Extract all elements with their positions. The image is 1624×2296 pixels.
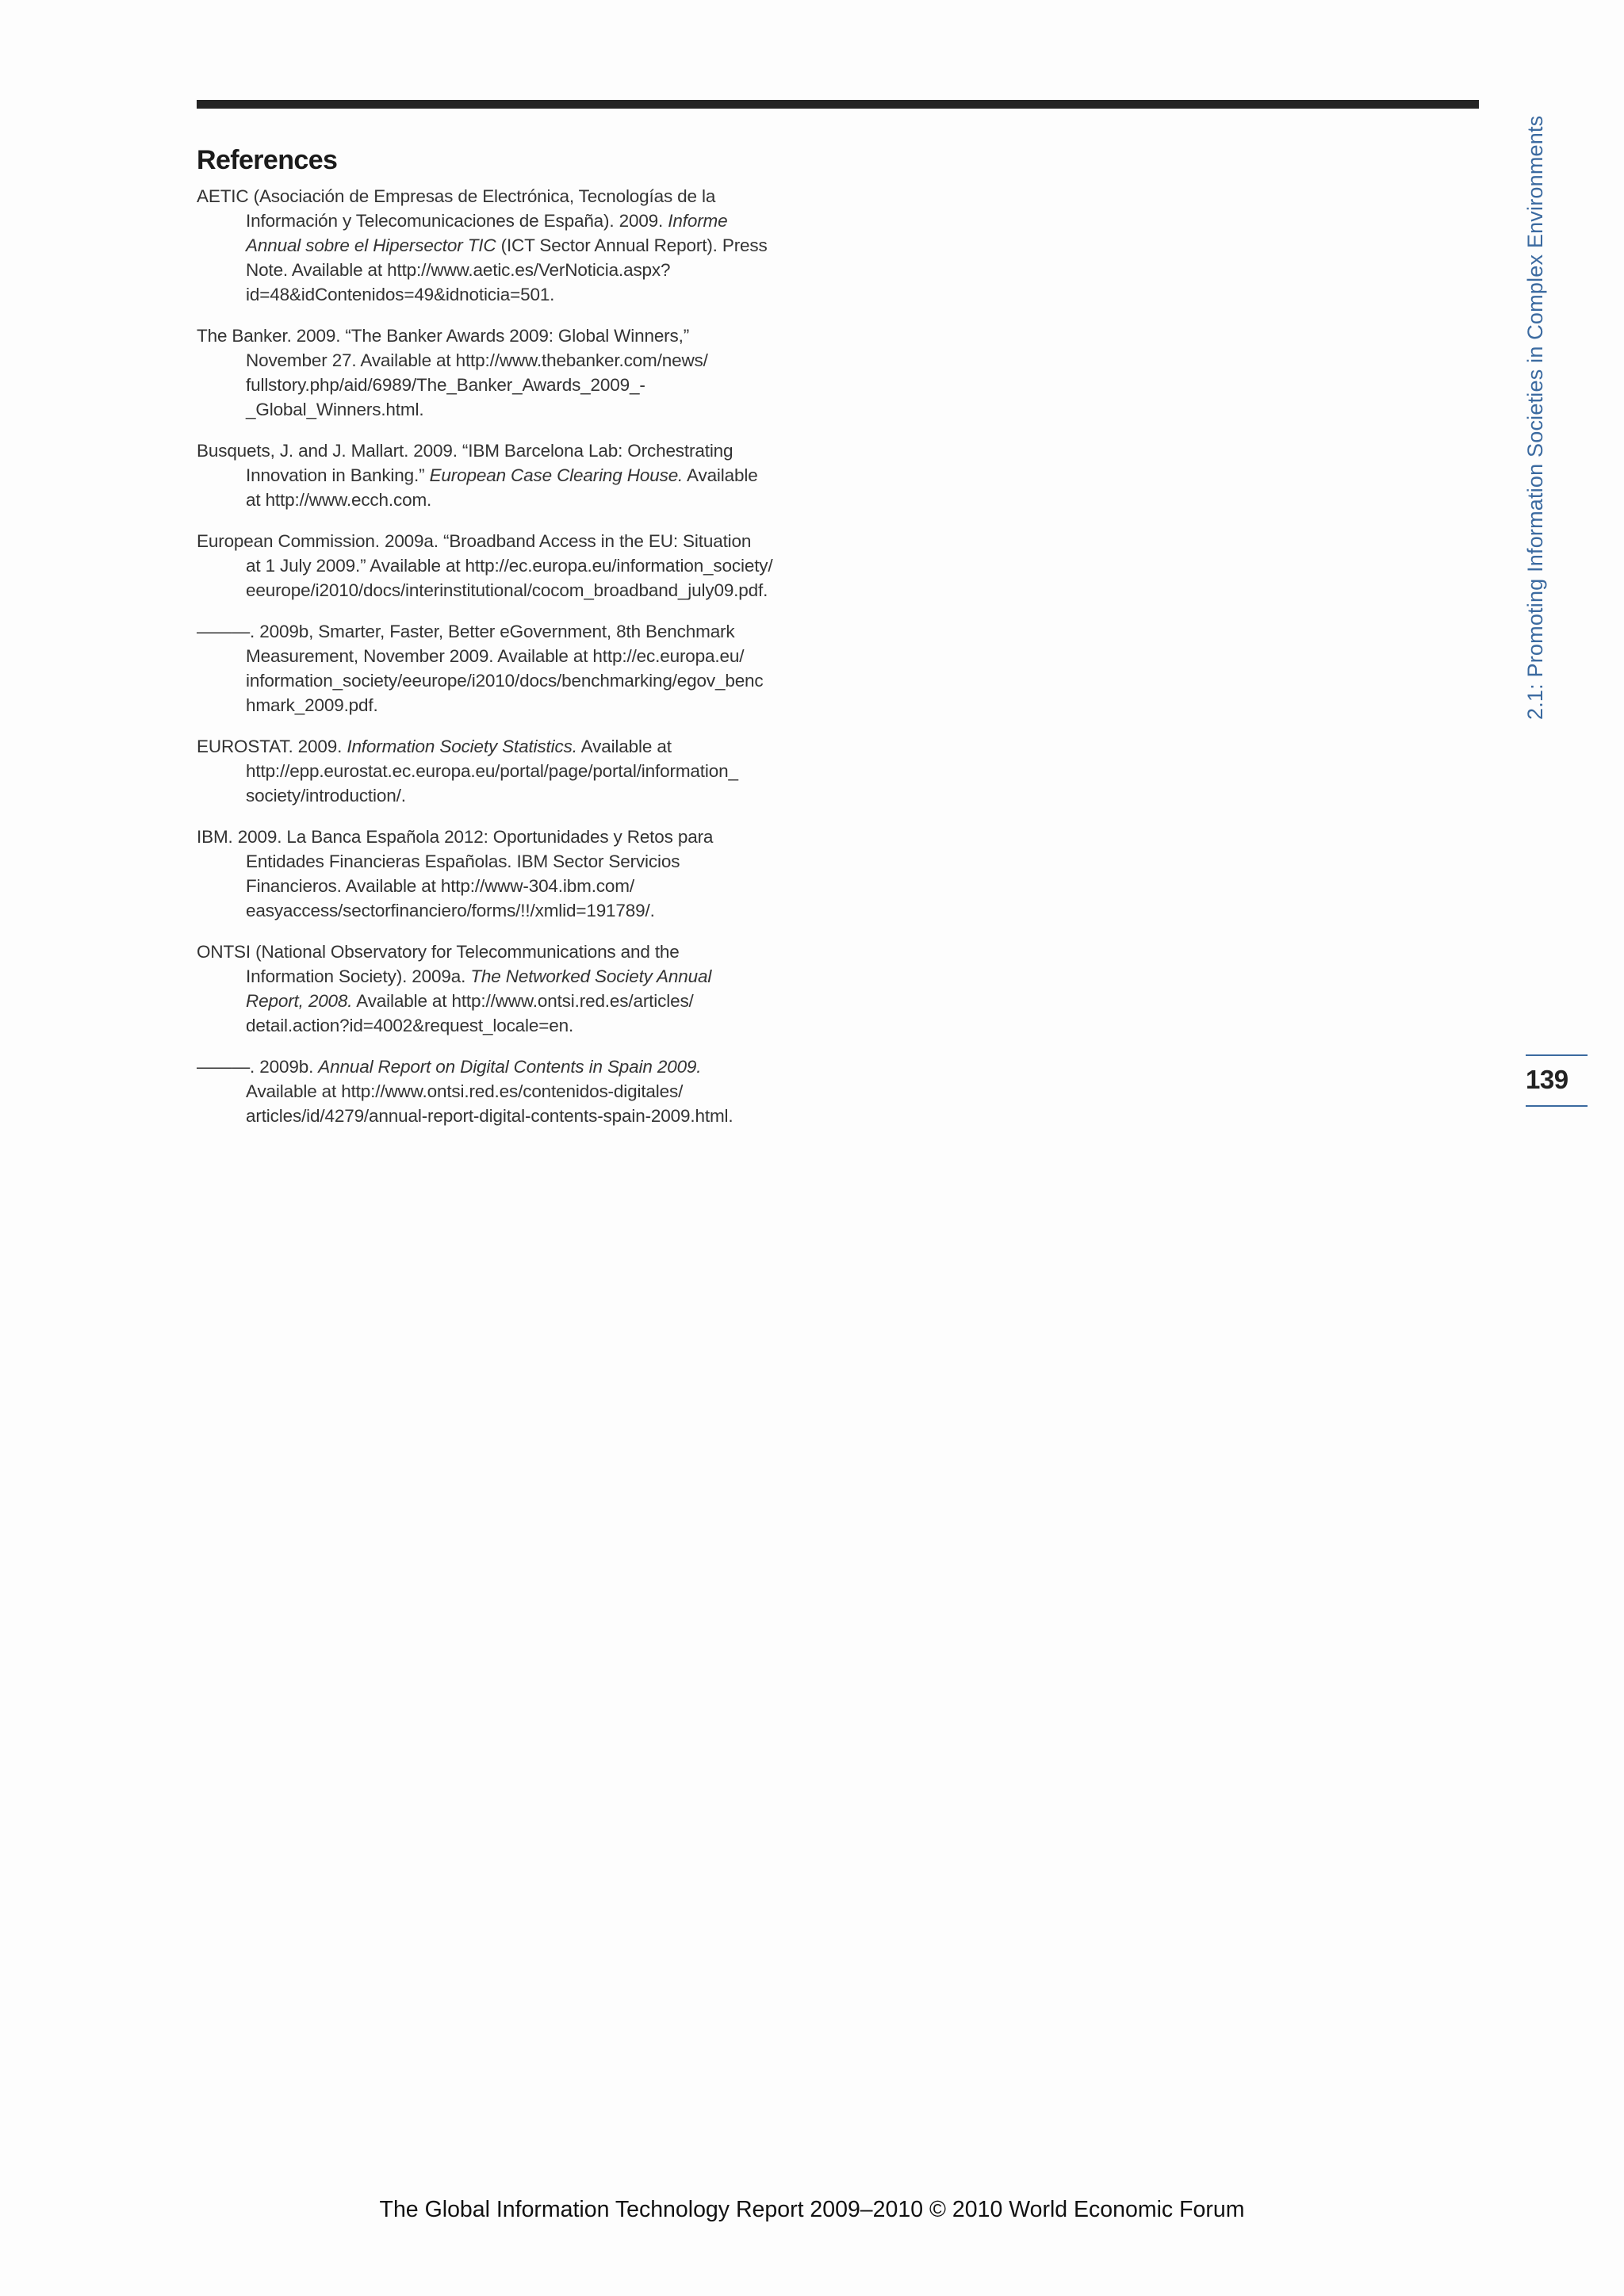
references-heading: References: [197, 145, 338, 175]
reference-text: ———. 2009b.: [197, 1057, 319, 1077]
reference-text: eeurope/i2010/docs/interinstitutional/cocom_broadband_july09.pdf.: [246, 580, 768, 600]
reference-text: Financieros. Available at http://www-304.ibm.com/: [246, 876, 634, 896]
reference-line: [197, 184, 831, 209]
reference-text: Available at: [576, 737, 672, 756]
reference-text: detail.action?id=4002&request_locale=en.: [246, 1016, 574, 1035]
reference-line: [197, 964, 831, 989]
reference-text: at http://www.ecch.com.: [246, 490, 432, 510]
reference-title-italic: European Case Clearing House.: [429, 465, 684, 485]
reference-line: [197, 488, 831, 512]
references-list: [197, 184, 831, 1128]
reference-text: (ICT Sector Annual Report). Press: [496, 235, 768, 255]
reference-entry: [197, 323, 831, 422]
reference-text: Note. Available at http://www.aetic.es/VerNoticia.aspx?: [246, 260, 671, 280]
reference-line: [197, 553, 831, 578]
reference-line: [197, 989, 831, 1013]
reference-line: [197, 529, 831, 553]
reference-line: [197, 323, 831, 348]
section-title-vertical: 2.1: Promoting Information Societies in Complex Environments: [1523, 115, 1547, 720]
reference-line: [197, 348, 831, 373]
reference-title-italic: Annual Report on Digital Contents in Spain 2009.: [318, 1057, 702, 1077]
reference-text: information_society/eeurope/i2010/docs/benchmarking/egov_benc: [246, 671, 764, 691]
reference-line: [197, 939, 831, 964]
reference-line: [197, 233, 831, 258]
reference-text: Innovation in Banking.”: [246, 465, 430, 485]
reference-title-italic: Report, 2008.: [246, 991, 353, 1011]
reference-text: ONTSI (National Observatory for Telecommunications and the: [197, 942, 680, 962]
reference-entry: [197, 438, 831, 512]
reference-title-italic: Information Society Statistics.: [347, 737, 577, 756]
reference-title-italic: The Networked Society Annual: [470, 966, 712, 986]
reference-text: _Global_Winners.html.: [246, 400, 424, 419]
reference-line: [197, 734, 831, 759]
reference-line: [197, 397, 831, 422]
reference-line: [197, 849, 831, 874]
reference-title-italic: Informe: [668, 211, 728, 231]
reference-line: [197, 258, 831, 282]
reference-line: [197, 619, 831, 644]
reference-line: [197, 668, 831, 693]
reference-entry: [197, 619, 831, 718]
reference-text: http://epp.eurostat.ec.europa.eu/portal/page/portal/information_: [246, 761, 738, 781]
reference-line: [197, 578, 831, 603]
reference-text: at 1 July 2009.” Available at http://ec.europa.eu/information_society/: [246, 556, 773, 576]
reference-line: [197, 874, 831, 898]
reference-text: Available at http://www.ontsi.red.es/articles/: [352, 991, 694, 1011]
page-footer: The Global Information Technology Report 2009–2010 © 2010 World Economic Forum: [379, 2197, 1245, 2222]
reference-text: The Banker. 2009. “The Banker Awards 2009: Global Winners,”: [197, 326, 690, 346]
references-section: [197, 140, 831, 1145]
reference-line: [197, 693, 831, 718]
reference-line: [197, 759, 831, 783]
reference-line: [197, 1104, 831, 1128]
reference-entry: [197, 529, 831, 603]
reference-line: [197, 898, 831, 923]
reference-text: AETIC (Asociación de Empresas de Electrónica, Tecnologías de la: [197, 186, 716, 206]
reference-text: Información y Telecomunicaciones de España). 2009.: [246, 211, 668, 231]
page-number-box: [1526, 1054, 1588, 1107]
reference-line: [197, 1079, 831, 1104]
reference-line: [197, 783, 831, 808]
top-rule: [197, 100, 1479, 109]
reference-line: [197, 644, 831, 668]
reference-line: [197, 438, 831, 463]
reference-line: [197, 209, 831, 233]
reference-text: Available: [683, 465, 758, 485]
reference-line: [197, 825, 831, 849]
reference-line: [197, 1054, 831, 1079]
reference-entry: [197, 1054, 831, 1128]
reference-text: easyaccess/sectorfinanciero/forms/!!/xmlid=191789/.: [246, 901, 655, 920]
reference-text: Entidades Financieras Españolas. IBM Sector Servicios: [246, 851, 680, 871]
reference-text: hmark_2009.pdf.: [246, 695, 378, 715]
reference-line: [197, 282, 831, 307]
reference-text: IBM. 2009. La Banca Española 2012: Oportunidades y Retos para: [197, 827, 714, 847]
reference-text: November 27. Available at http://www.thebanker.com/news/: [246, 350, 708, 370]
reference-text: Busquets, J. and J. Mallart. 2009. “IBM Barcelona Lab: Orchestrating: [197, 441, 733, 461]
reference-text: society/introduction/.: [246, 786, 406, 806]
reference-text: fullstory.php/aid/6989/The_Banker_Awards_2009_-: [246, 375, 645, 395]
reference-entry: [197, 825, 831, 923]
reference-text: EUROSTAT. 2009.: [197, 737, 347, 756]
reference-entry: [197, 734, 831, 808]
reference-entry: [197, 184, 831, 307]
reference-text: ———. 2009b, Smarter, Faster, Better eGovernment, 8th Benchmark: [197, 622, 735, 641]
reference-text: articles/id/4279/annual-report-digital-contents-spain-2009.html.: [246, 1106, 733, 1126]
reference-text: Information Society). 2009a.: [246, 966, 471, 986]
reference-text: Measurement, November 2009. Available at http://ec.europa.eu/: [246, 646, 745, 666]
reference-line: [197, 1013, 831, 1038]
reference-text: European Commission. 2009a. “Broadband Access in the EU: Situation: [197, 531, 752, 551]
reference-title-italic: Annual sobre el Hipersector TIC: [246, 235, 496, 255]
reference-entry: [197, 939, 831, 1038]
reference-text: Available at http://www.ontsi.red.es/contenidos-digitales/: [246, 1081, 684, 1101]
reference-text: id=48&idContenidos=49&idnoticia=501.: [246, 285, 555, 304]
reference-line: [197, 463, 831, 488]
page-number: 139: [1526, 1065, 1568, 1094]
reference-line: [197, 373, 831, 397]
